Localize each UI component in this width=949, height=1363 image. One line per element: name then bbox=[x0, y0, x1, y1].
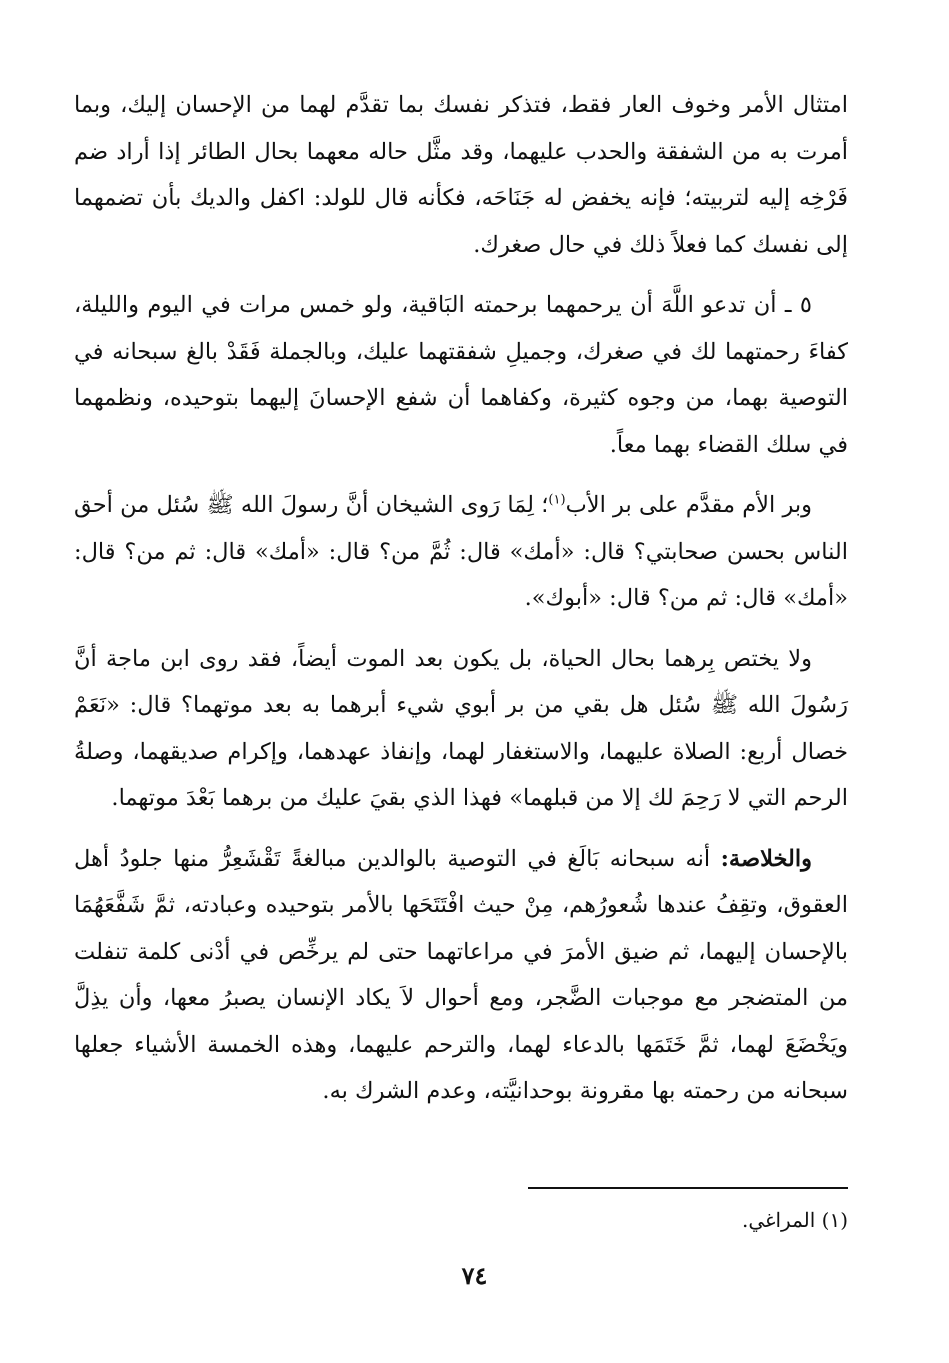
footnote-divider bbox=[528, 1187, 848, 1189]
page-number: ٧٤ bbox=[461, 1261, 488, 1290]
paragraph-3-before: وبر الأم مقدَّم على بر الأب bbox=[565, 492, 813, 518]
paragraph-5 bbox=[74, 836, 848, 1115]
paragraph-5-body: أنه سبحانه بَالَغ في التوصية بالوالدين مبالغةً تَقْشَعِرُّ منها جلودُ أهل العقوق، وتقِفُ عندها شُعورُهم، مِنْ حيث افْتَتَحَها بالأمر بتوحيده وعبادته، ثمَّ شَفَّعَهُمَا بالإحسان إليهما، ثم ضيق الأمرَ في مراعاتهما حتى لم يرخِّص في أدْنى كلمة تنفلت من المتضجر مع موجبات الضَّجر، ومع أحوال لاَ يكاد الإنسان يصبرُ معها، وأن يذِلَّ ويَخْضَعَ لهما، ثمَّ خَتَمَها بالدعاء لهما، والترحم عليهما، وهذه الخمسة الأشياء جعلها سبحانه من رحمته بها مقرونة بوحدانيَّته، وعدم الشرك به. bbox=[74, 845, 848, 1104]
paragraph-2: ٥ ـ أن تدعو اللَّهَ أن يرحمهما برحمته البَاقية، ولو خمس مرات في اليوم والليلة، كفاءَ رحمتهما لك في صغرك، وجميلِ شفقتهما عليك، وبالجملة فَقَدْ بالغ سبحانه في التوصية بهما، من وجوه كثيرة، وكفاهما أن شفع الإحسانَ إليهما بتوحيده، ونظمهما في سلك القضاء بهما معاً. bbox=[74, 292, 848, 458]
main-text bbox=[74, 82, 848, 1129]
footnote: (١) المراغي. bbox=[741, 1208, 848, 1232]
paragraph-4: ولا يختص بِرهما بحال الحياة، بل يكون بعد الموت أيضاً، فقد روى ابن ماجة أنَّ رَسُولَ الله ﷺ سُئل هل بقي من بر أبوي شيء أبرهما به بعد موتهما؟ قال: «نَعَمْ خصال أربع: الصلاة عليهما، والاستغفار لهما، وإنفاذ عهدهما، وإكرام صديقهما، وصلةُ الرحم التي لا رَحِمَ لك إلا من قبلهما» فهذا الذي بقيَ عليك من برهما بَعْدَ موتهما. bbox=[74, 645, 848, 811]
paragraph-1: امتثال الأمر وخوف العار فقط، فتذكر نفسك بما تقدَّم لهما من الإحسان إليك، وبما أمرت به من الشفقة والحدب عليهما، وقد مثَّل حاله معهما بحال الطائر إذا أراد ضم فَرْخِه إليه لتربيته؛ فإنه يخفض له جَنَاحَه، فكأنه قال للولد: اكفل والديك بأن تضمهما إلى نفسك كما فعلاً ذلك في حال صغرك. bbox=[74, 92, 848, 258]
summary-heading: والخلاصة: bbox=[720, 845, 812, 872]
paragraph-3 bbox=[74, 482, 848, 622]
footnote-reference[interactable]: (١) bbox=[548, 492, 566, 508]
paragraph-3-after: ؛ لِمَا رَوى الشيخان أنَّ رسولَ الله ﷺ سُئل من أحق الناس بحسن صحابتي؟ قال: «أمك» قال: ثُمَّ من؟ قال: «أمك» قال: ثم من؟ قال: «أمك» قال: ثم من؟ قال: «أبوك». bbox=[74, 492, 848, 611]
